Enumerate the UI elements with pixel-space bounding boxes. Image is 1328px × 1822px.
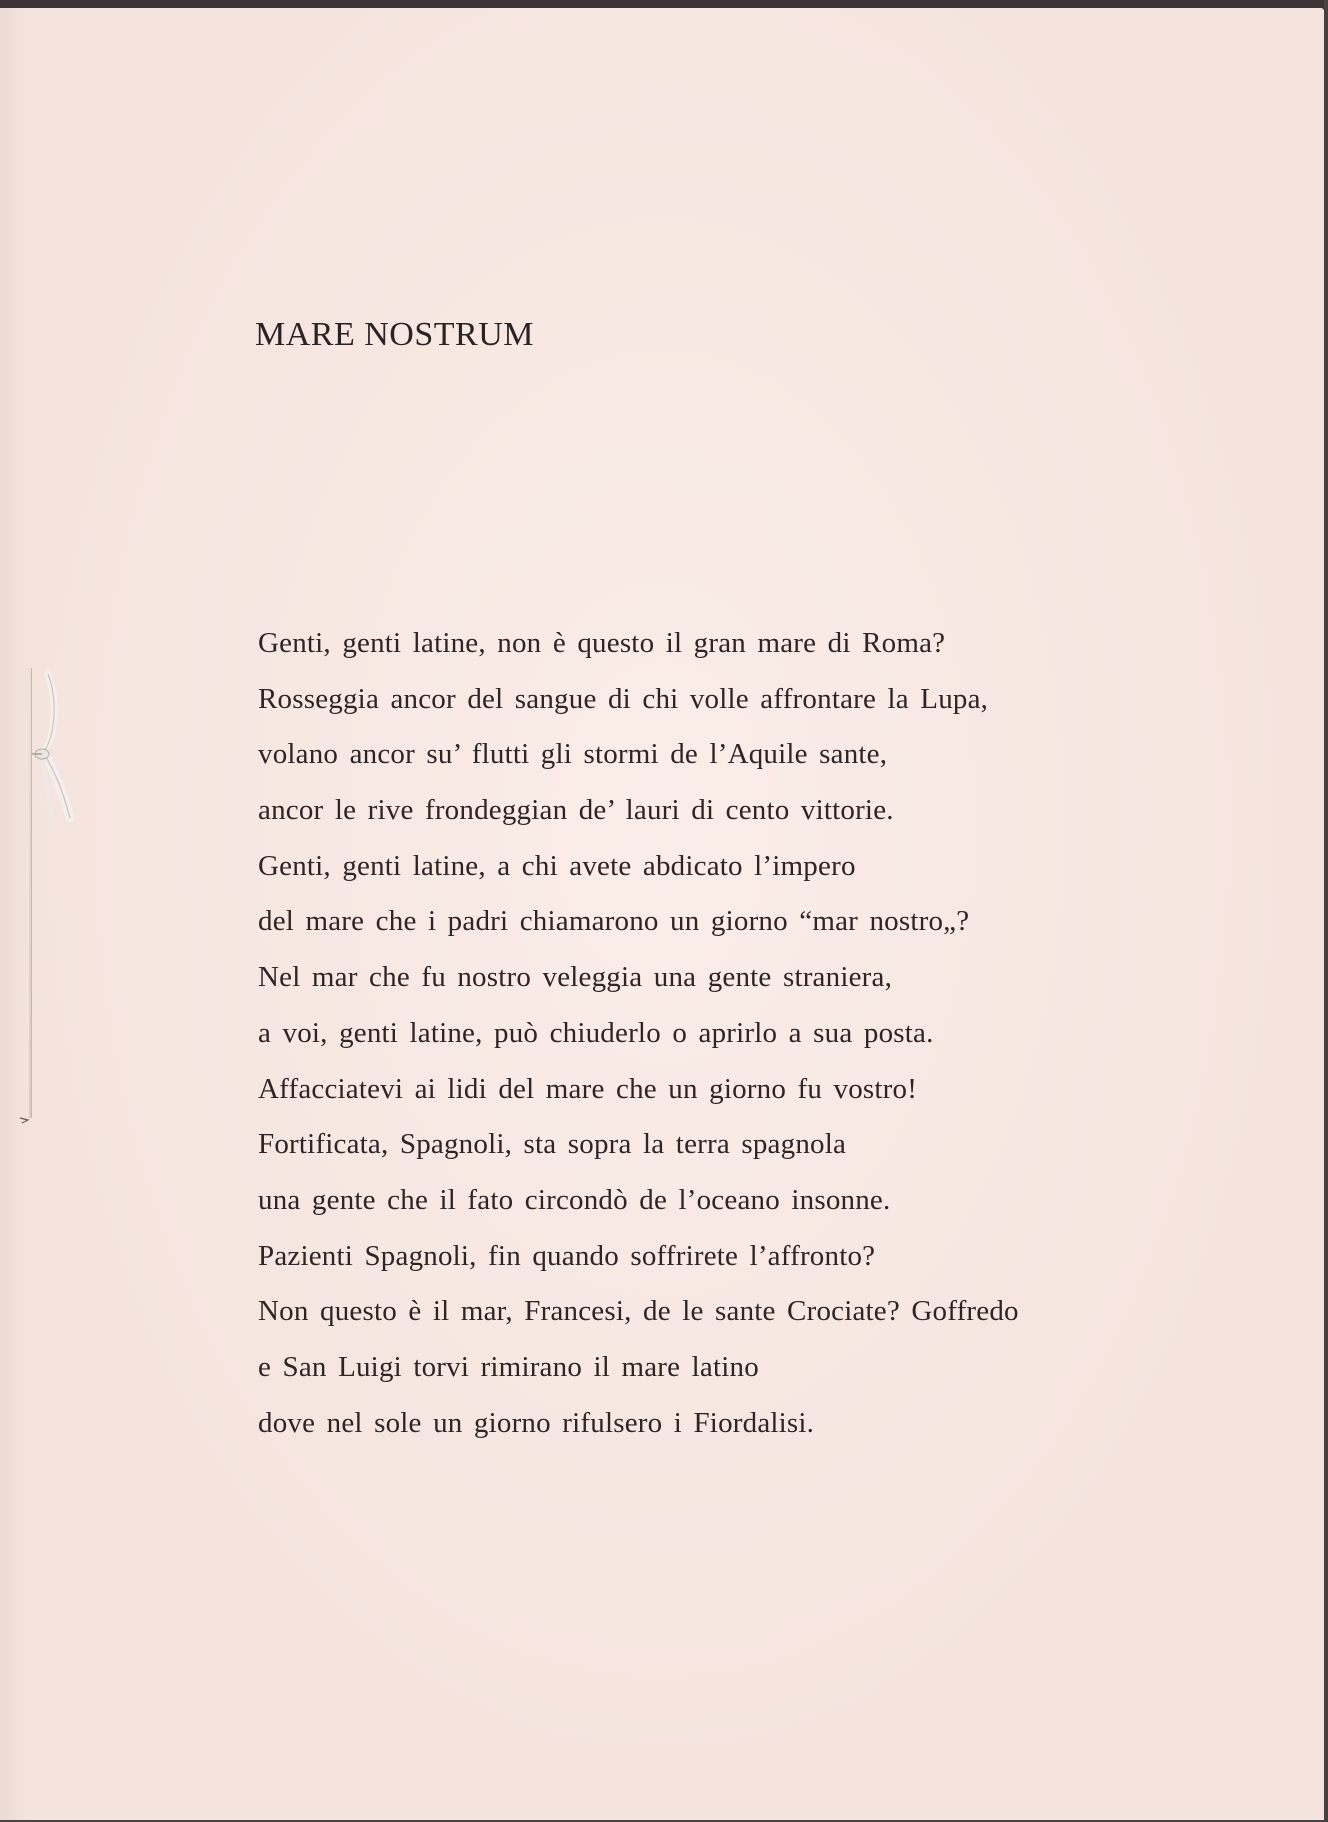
binding-knot-icon — [20, 670, 80, 840]
poem-verse: una gente che il fato circondò de l’oceano insonne. — [258, 1183, 891, 1216]
scan-right-edge — [1324, 0, 1328, 1822]
poem-title: MARE NOSTRUM — [255, 316, 534, 353]
poem-verse: Non questo è il mar, Francesi, de le sante Crociate? Goffredo — [258, 1295, 1019, 1328]
poem-verse: e San Luigi torvi rimirano il mare latino — [258, 1350, 759, 1383]
poem-verse: Genti, genti latine, a chi avete abdicato l’impero — [258, 849, 856, 882]
poem-verse: Rosseggia ancor del sangue di chi volle affrontare la Lupa, — [258, 682, 989, 715]
poem-verse: Affacciatevi ai lidi del mare che un giorno fu vostro! — [258, 1072, 918, 1105]
poem-verse: Nel mar che fu nostro veleggia una gente straniera, — [258, 961, 893, 994]
poem-verse: volano ancor su’ flutti gli stormi de l’Aquile sante, — [258, 738, 888, 771]
poem-verse: ancor le rive frondeggian de’ lauri di cento vittorie. — [258, 794, 894, 827]
poem-verse: Fortificata, Spagnoli, sta sopra la terra spagnola — [258, 1128, 847, 1161]
margin-tick-mark — [18, 1116, 32, 1124]
book-page — [0, 8, 1324, 1820]
poem-verse: Genti, genti latine, non è questo il gran mare di Roma? — [258, 627, 946, 659]
poem-body — [258, 616, 1098, 1451]
poem-verse: a voi, genti latine, può chiuderlo o aprirlo a sua posta. — [258, 1016, 934, 1049]
poem-verse: del mare che i padri chiamarono un giorno “mar nostro„? — [258, 905, 970, 938]
poem-verse: dove nel sole un giorno rifulsero i Fiordalisi. — [258, 1406, 815, 1439]
poem-verse: Pazienti Spagnoli, fin quando soffrirete l’affronto? — [258, 1239, 876, 1272]
